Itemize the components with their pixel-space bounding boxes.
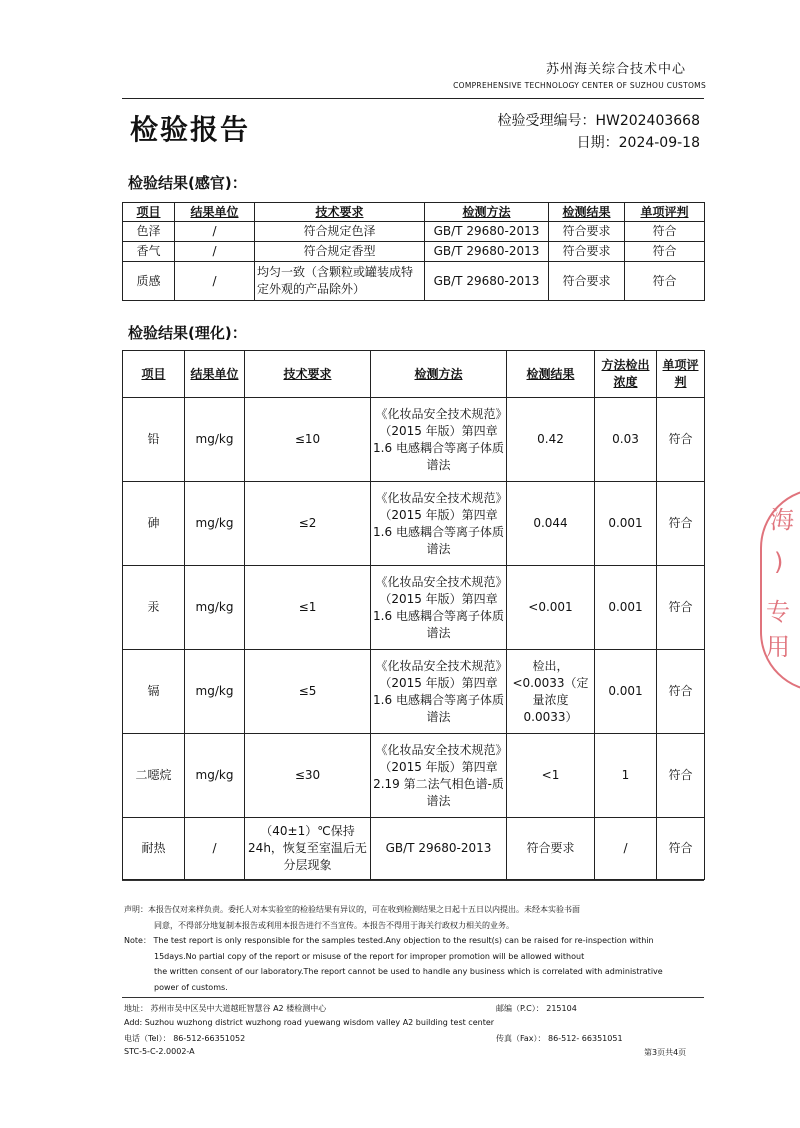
table-cell: 均匀一致（含颗粒或罐装成特定外观的产品除外） (255, 262, 425, 301)
table-cell: 检出，<0.0033（定量浓度0.0033） (507, 650, 595, 734)
table-header-cell: 技术要求 (255, 203, 425, 222)
note-text: power of customs. (154, 982, 228, 992)
table-row (123, 818, 705, 880)
statement-text: 本报告仅对来样负责。委托人对本实验室的检验结果有异议的，可在收到检测结果之日起十五日以内提出。未经本实验书面 (148, 905, 580, 914)
table-cell: / (175, 262, 255, 301)
table-cell: 质感 (123, 262, 175, 301)
table-cell: 二噁烷 (123, 734, 185, 818)
table-cell: 符合 (657, 482, 705, 566)
org-name-cn: 苏州海关综合技术中心 (545, 62, 686, 77)
table-cell: <0.001 (507, 566, 595, 650)
table-cell: 0.001 (595, 566, 657, 650)
table-header-cell: 技术要求 (245, 351, 371, 398)
notes-divider (122, 880, 704, 881)
physchem-table (122, 350, 705, 880)
table-header-cell: 结果单位 (185, 351, 245, 398)
note-label: Note： (124, 936, 151, 945)
telephone: 电话（Tel）： 86-512-66351052 (124, 1034, 246, 1043)
physchem-heading: 检验结果(理化)： (128, 324, 247, 342)
note-text: 15days.No partial copy of the report or misuse of the report for improper promotion will be allowed without (154, 951, 585, 961)
table-row (123, 482, 705, 566)
table-header-cell: 单项评判 (657, 351, 705, 398)
address-cn: 地址： 苏州市吴中区吴中大道越旺智慧谷 A2 楼检测中心 (124, 1004, 327, 1013)
table-cell: 符合 (625, 222, 705, 242)
stamp-char: 海 (770, 506, 794, 534)
table-cell: 《化妆品安全技术规范》（2015 年版）第四章 1.6 电感耦合等离子体质谱法 (371, 650, 507, 734)
table-header-cell: 检测方法 (425, 203, 549, 222)
report-date-line (450, 132, 700, 152)
accept-number-line (450, 110, 700, 130)
accept-number: HW202403668 (595, 113, 700, 129)
table-cell: 符合规定色泽 (255, 222, 425, 242)
table-header-cell: 项目 (123, 351, 185, 398)
table-cell: 色泽 (123, 222, 175, 242)
stamp-char: ) (774, 548, 784, 576)
table-cell: ≤30 (245, 734, 371, 818)
table-row (123, 242, 705, 262)
accept-number-label: 检验受理编号： (497, 113, 596, 129)
table-cell: 符合 (657, 734, 705, 818)
table-cell: 符合 (657, 398, 705, 482)
notes-block (124, 902, 702, 995)
table-cell: 符合 (625, 262, 705, 301)
table-cell: / (175, 222, 255, 242)
table-cell: 砷 (123, 482, 185, 566)
table-row (123, 650, 705, 734)
table-header-cell: 项目 (123, 203, 175, 222)
table-cell: mg/kg (185, 482, 245, 566)
table-cell: 符合 (657, 818, 705, 880)
org-name-en: COMPREHENSIVE TECHNOLOGY CENTER OF SUZHOU CUSTOMS (453, 81, 706, 90)
table-header-cell: 结果单位 (175, 203, 255, 222)
table-cell: 符合 (657, 566, 705, 650)
table-cell: <1 (507, 734, 595, 818)
postcode: 邮编（P.C）： 215104 (496, 1004, 577, 1013)
table-cell: mg/kg (185, 734, 245, 818)
address-en: Add: Suzhou wuzhong district wuzhong road yuewang wisdom valley A2 building test center (124, 1018, 495, 1027)
table-cell: 耐热 (123, 818, 185, 880)
table-cell: 0.42 (507, 398, 595, 482)
table-cell: 0.001 (595, 650, 657, 734)
table-cell: 《化妆品安全技术规范》（2015 年版）第四章 1.6 电感耦合等离子体质谱法 (371, 566, 507, 650)
table-header-cell: 单项评判 (625, 203, 705, 222)
table-cell: 0.001 (595, 482, 657, 566)
table-header-row (123, 203, 705, 222)
note-line (124, 933, 702, 949)
table-cell: 《化妆品安全技术规范》（2015 年版）第四章 2.19 第二法气相色谱-质谱法 (371, 734, 507, 818)
table-row (123, 566, 705, 650)
table-header-cell: 方法检出浓度 (595, 351, 657, 398)
table-cell: / (175, 242, 255, 262)
footer-divider (122, 997, 704, 998)
statement-line (124, 902, 702, 918)
report-date-label: 日期： (576, 135, 619, 151)
table-cell: GB/T 29680-2013 (425, 222, 549, 242)
table-cell: GB/T 29680-2013 (425, 242, 549, 262)
table-cell: mg/kg (185, 398, 245, 482)
table-cell: 符合 (657, 650, 705, 734)
table-cell: mg/kg (185, 566, 245, 650)
table-cell: 《化妆品安全技术规范》（2015 年版）第四章 1.6 电感耦合等离子体质谱法 (371, 398, 507, 482)
table-cell: GB/T 29680-2013 (371, 818, 507, 880)
header-divider (122, 98, 704, 99)
table-cell: GB/T 29680-2013 (425, 262, 549, 301)
table-header-cell: 检测方法 (371, 351, 507, 398)
table-cell: 镉 (123, 650, 185, 734)
fax: 传真（Fax）： 86-512- 66351051 (496, 1034, 623, 1043)
note-text: The test report is only responsible for the samples tested.Any objection to the result(s) can be raised for re-inspection within (153, 936, 654, 945)
statement-label: 声明： (124, 905, 148, 914)
table-row (123, 734, 705, 818)
table-cell: 1 (595, 734, 657, 818)
table-cell: / (185, 818, 245, 880)
table-cell: 0.03 (595, 398, 657, 482)
table-cell: 铅 (123, 398, 185, 482)
table-row (123, 222, 705, 242)
table-cell: 香气 (123, 242, 175, 262)
table-cell: ≤10 (245, 398, 371, 482)
table-header-row (123, 351, 705, 398)
table-cell: / (595, 818, 657, 880)
table-cell: ≤5 (245, 650, 371, 734)
table-cell: 汞 (123, 566, 185, 650)
table-row (123, 398, 705, 482)
statement-text: 同意，不得部分地复制本报告或利用本报告进行不当宣传。本报告不得用于海关行政权力相关的业务。 (154, 920, 514, 930)
document-code: STC-5-C-2.0002-A (124, 1047, 195, 1056)
stamp-char: 专用 (766, 598, 790, 661)
table-cell: 符合要求 (549, 242, 625, 262)
table-cell: 《化妆品安全技术规范》（2015 年版）第四章 1.6 电感耦合等离子体质谱法 (371, 482, 507, 566)
table-header-cell: 检测结果 (507, 351, 595, 398)
table-cell: （40±1）℃保持24h，恢复至室温后无分层现象 (245, 818, 371, 880)
table-cell: ≤1 (245, 566, 371, 650)
table-row (123, 262, 705, 301)
sensory-heading: 检验结果(感官)： (128, 174, 247, 192)
table-header-cell: 检测结果 (549, 203, 625, 222)
table-cell: 0.044 (507, 482, 595, 566)
sensory-table (122, 202, 705, 301)
table-cell: 符合要求 (507, 818, 595, 880)
table-cell: 符合 (625, 242, 705, 262)
table-cell: mg/kg (185, 650, 245, 734)
table-cell: ≤2 (245, 482, 371, 566)
table-cell: 符合要求 (549, 262, 625, 301)
page-number: 第3页共4页 (644, 1048, 687, 1057)
report-title: 检验报告 (130, 113, 251, 146)
table-cell: 符合规定香型 (255, 242, 425, 262)
report-date: 2024-09-18 (618, 135, 700, 151)
table-cell: 符合要求 (549, 222, 625, 242)
note-text: the written consent of our laboratory.The report cannot be used to handle any business which is correlated with administrative (154, 967, 663, 976)
